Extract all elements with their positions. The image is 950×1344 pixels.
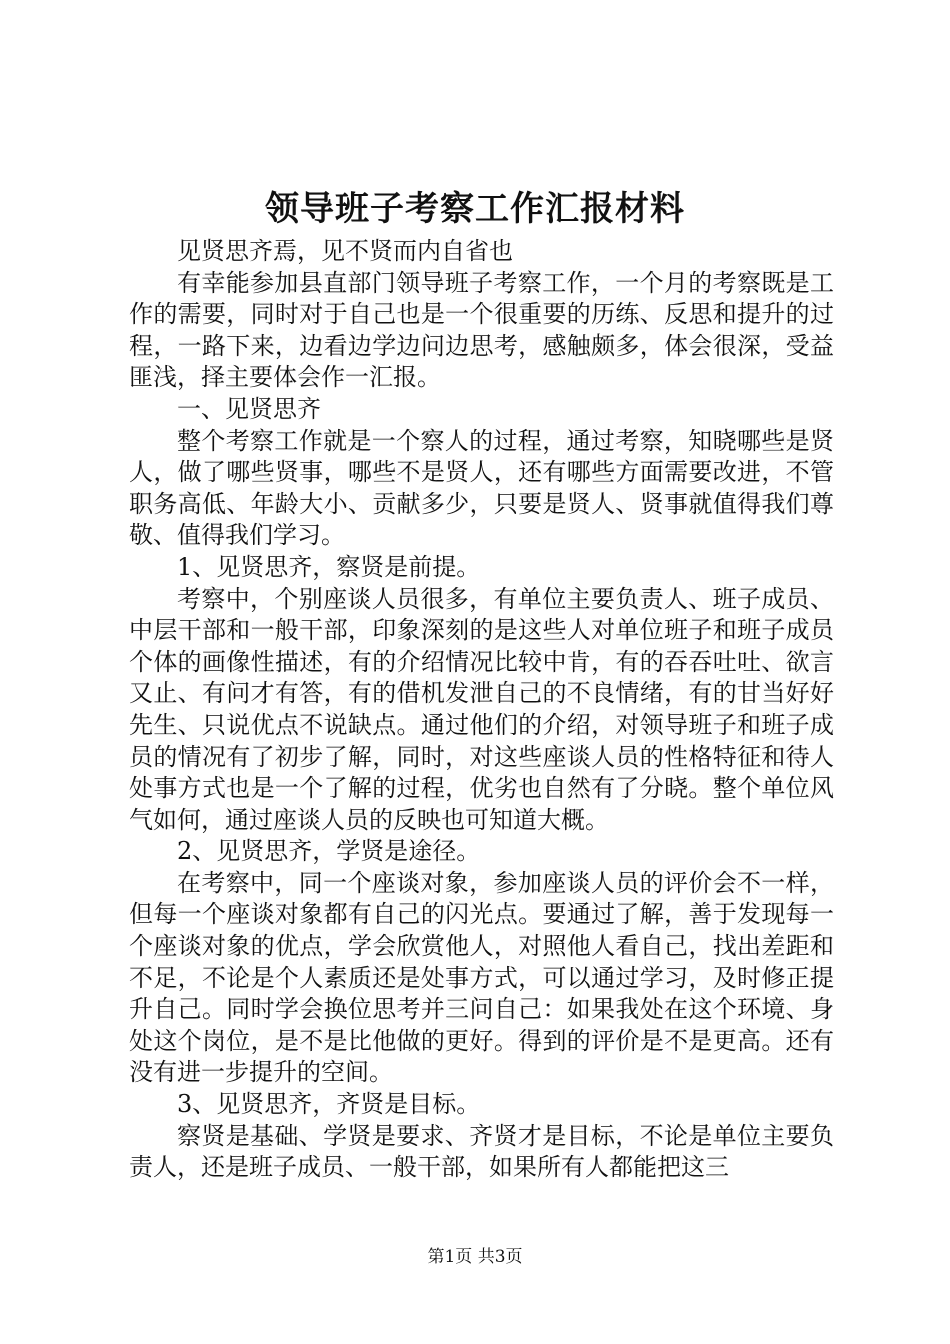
subsection-heading: 3、见贤思齐，齐贤是目标。 <box>177 1090 481 1119</box>
paragraph: 在考察中，同一个座谈对象，参加座谈人员的评价会不一样，但每一个座谈对象都有自己的闪光点。要通过了解，善于发现每一个座谈对象的优点，学会欣赏他人，对照他人看自己，找出差距和不足，不论是个人素质还是处事方式，可以通过学习，及时修正提升自己。同时学会换位思考并三问自己：如果我处在这个环境、身处这个岗位，是不是比他做的更好。得到的评价是不是更高。还有没有进一步提升的空间。 <box>129 868 834 1087</box>
section-heading: 一、见贤思齐 <box>177 394 321 423</box>
subsection-heading: 1、见贤思齐，察贤是前提。 <box>177 552 481 581</box>
subsection-heading: 2、见贤思齐，学贤是途径。 <box>177 837 481 866</box>
paragraph-intro: 有幸能参加县直部门领导班子考察工作，一个月的考察既是工作的需要，同时对于自己也是一个很重要的历练、反思和提升的过程，一路下来，边看边学边问边思考，感触颇多，体会很深，受益匪浅，择主要体会作一汇报。 <box>129 268 834 392</box>
paragraph: 考察中，个别座谈人员很多，有单位主要负责人、班子成员、中层干部和一般干部，印象深刻的是这些人对单位班子和班子成员个体的画像性描述，有的介绍情况比较中肯，有的吞吞吐吐、欲言又止、有问才有答，有的借机发泄自己的不良情绪，有的甘当好好先生、只说优点不说缺点。通过他们的介绍，对领导班子和班子成员的情况有了初步了解，同时，对这些座谈人员的性格特征和待人处事方式也是一个了解的过程，优劣也自然有了分晓。整个单位风气如何，通过座谈人员的反映也可知道大概。 <box>129 584 834 834</box>
paragraph: 整个考察工作就是一个察人的过程，通过考察，知晓哪些是贤人，做了哪些贤事，哪些不是贤人，还有哪些方面需要改进，不管职务高低、年龄大小、贡献多少，只要是贤人、贤事就值得我们尊敬、值得我们学习。 <box>129 426 834 550</box>
document-body <box>129 236 834 1184</box>
paragraph: 察贤是基础、学贤是要求、齐贤才是目标，不论是单位主要负责人，还是班子成员、一般干部，如果所有人都能把这三 <box>129 1121 834 1182</box>
paragraph-epigraph: 见贤思齐焉，见不贤而内自省也 <box>177 237 513 265</box>
page-number: 第1页 共3页 <box>427 1247 523 1267</box>
document-title: 领导班子考察工作汇报材料 <box>265 189 685 229</box>
